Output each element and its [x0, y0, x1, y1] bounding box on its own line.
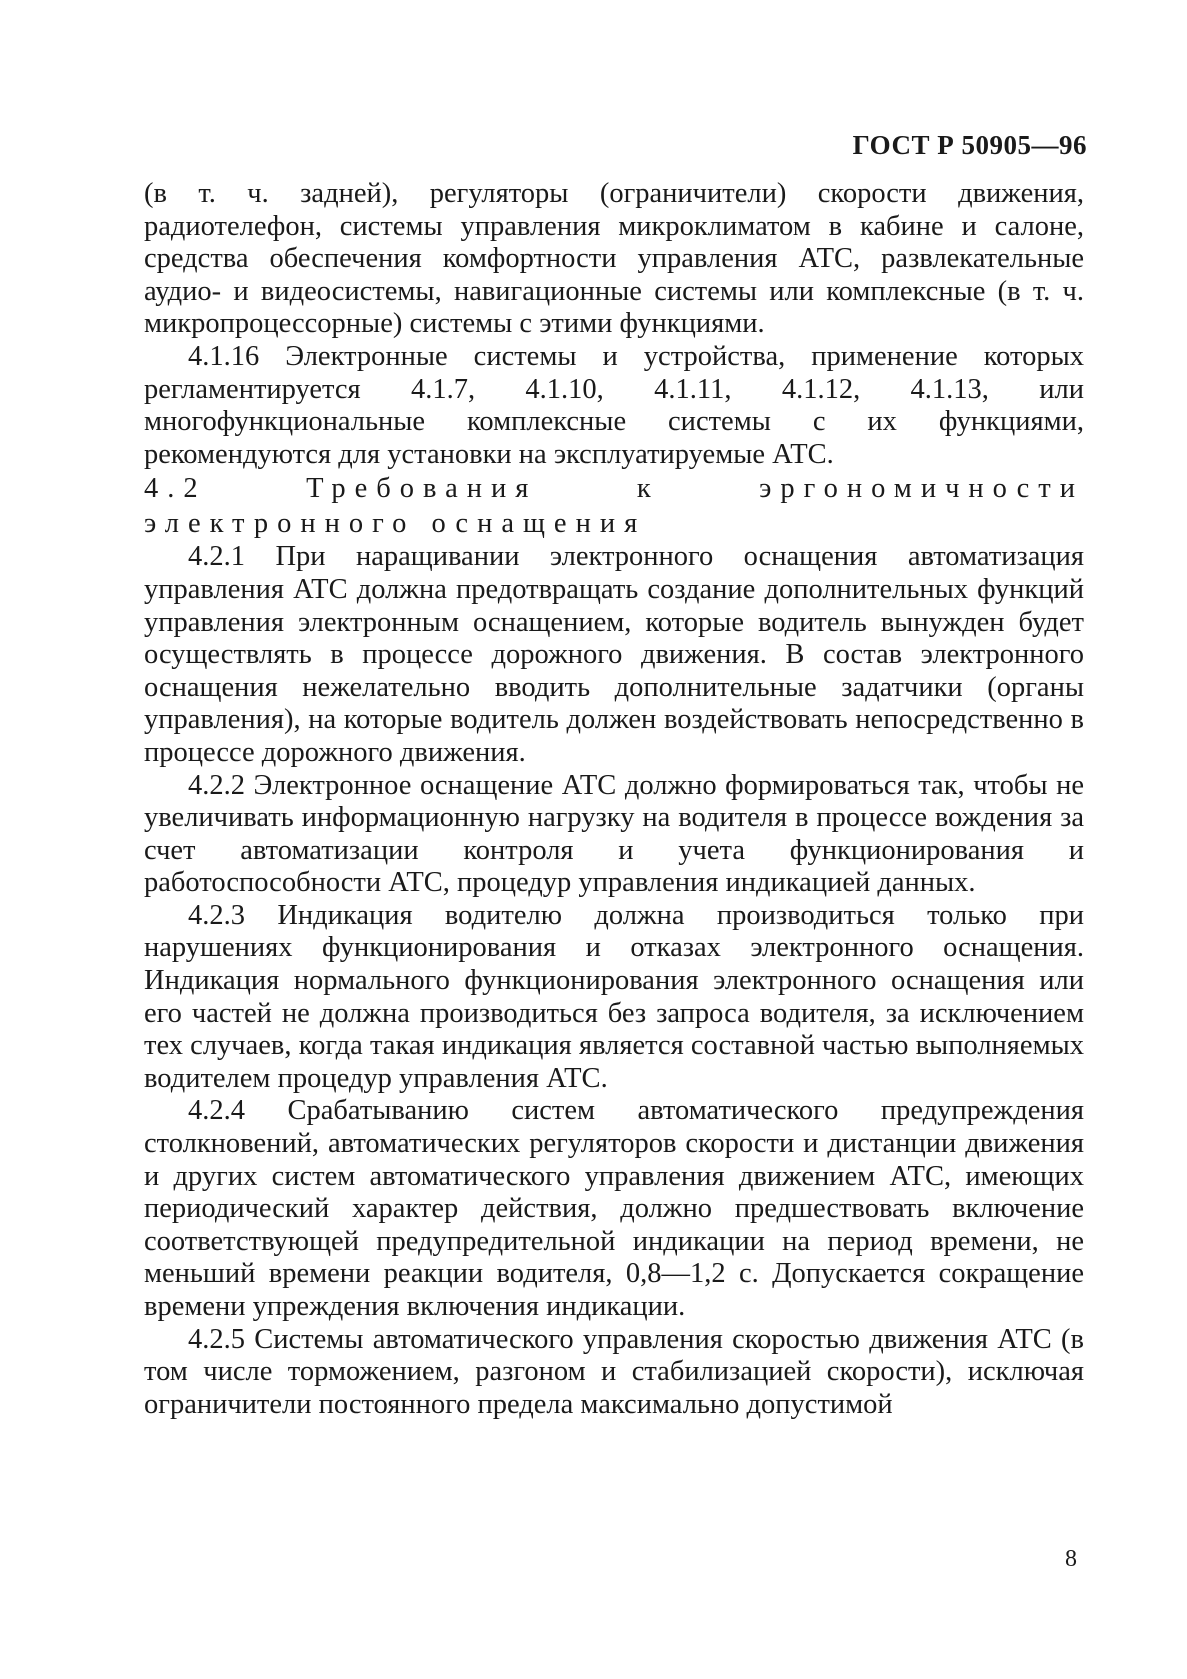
- paragraph-4-2-3: 4.2.3 Индикация водителю должна производиться только при нарушениях функционирования и отказах электронного оснащения. Индикация нормального функционирования электронного оснащения или его частей не должна производиться без запроса водителя, за исключением тех случаев, когда такая индикация является составной частью выполняемых водителем процедур управления АТС.: [144, 899, 1084, 1094]
- paragraph-4-2-5: 4.2.5 Системы автоматического управления скоростью движения АТС (в том числе торможением, разгоном и стабилизацией скорости), исключая ограничители постоянного предела максимально допустимой: [144, 1323, 1084, 1420]
- paragraph-4-2-4: 4.2.4 Срабатыванию систем автоматического предупреждения столкновений, автоматических регуляторов скорости и дистанции движения и других систем автоматического управления движением АТС, имеющих периодический характер действия, должно предшествовать включение соответствующей предупредительной индикации на период времени, не меньший времени реакции водителя, 0,8—1,2 с. Допускается сокращение времени упреждения включения индикации.: [144, 1095, 1084, 1322]
- page-number: 8: [1065, 1546, 1077, 1572]
- section-heading-4-2: 4.2 Требования к эргономичности электронного оснащения: [144, 473, 1084, 540]
- paragraph-continuation: (в т. ч. задней), регуляторы (ограничители) скорости движения, радиотелефон, системы управления микроклиматом в кабине и салоне, средства обеспечения комфортности управления АТС, развлекательные аудио- и видеосистемы, навигационные системы или комплексные (в т. ч. микропроцессорные) системы с этими функциями.: [144, 178, 1084, 340]
- paragraph-4-2-1: 4.2.1 При наращивании электронного оснащения автоматизация управления АТС должна предотвращать создание дополнительных функций управления электронным оснащением, которые водитель вынужден будет осуществлять в процессе дорожного движения. В состав электронного оснащения нежелательно вводить дополнительные задатчики (органы управления), на которые водитель должен воздействовать непосредственно в процессе дорожного движения.: [144, 541, 1084, 768]
- paragraph-4-2-2: 4.2.2 Электронное оснащение АТС должно формироваться так, чтобы не увеличивать информационную нагрузку на водителя в процессе вождения за счет автоматизации контроля и учета функционирования и работоспособности АТС, процедур управления индикацией данных.: [144, 769, 1084, 899]
- document-body: [144, 178, 1084, 1421]
- standard-code-header: ГОСТ Р 50905—96: [852, 130, 1087, 160]
- paragraph-4-1-16: 4.1.16 Электронные системы и устройства, применение которых регламентируется 4.1.7, 4.1.10, 4.1.11, 4.1.12, 4.1.13, или многофункциональные комплексные системы с их функциями, рекомендуются для установки на эксплуатируемые АТС.: [144, 340, 1084, 470]
